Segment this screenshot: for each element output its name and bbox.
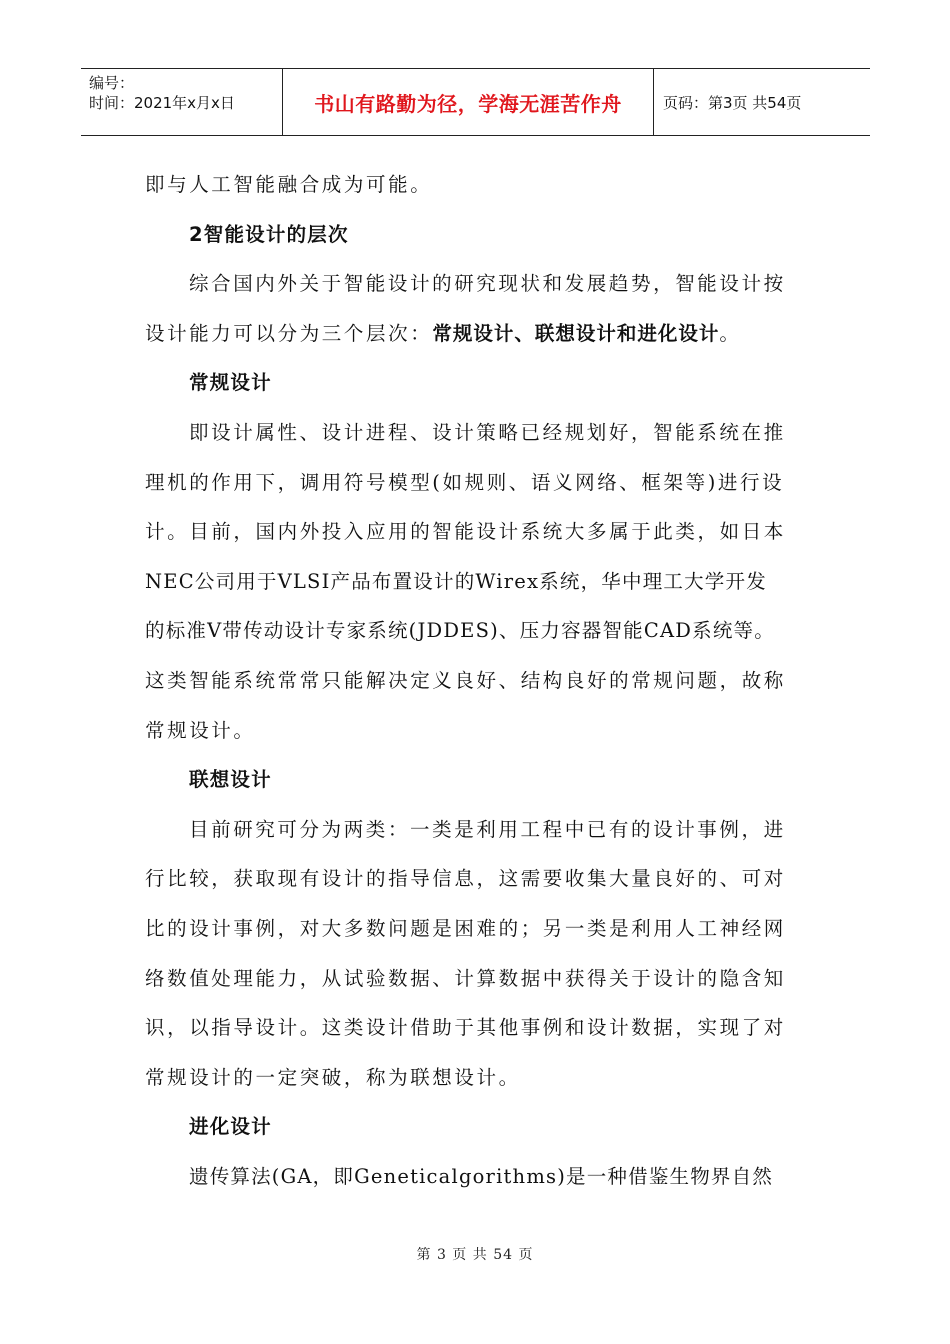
paragraph-line: 这类智能系统常常只能解决定义良好、结构良好的常规问题，故称 — [145, 668, 786, 692]
paragraph-line: 目前研究可分为两类：一类是利用工程中已有的设计事例，进 — [189, 817, 786, 841]
paragraph-line — [145, 309, 807, 359]
section-heading-regular-design: 常规设计 — [189, 371, 272, 395]
paragraph-text: 设计能力可以分为三个层次： — [145, 321, 433, 345]
paragraph-line: 常规设计的一定突破，称为联想设计。 — [145, 1065, 521, 1089]
header-page-info: 页码：第3页 共54页 — [663, 93, 802, 112]
page-header — [81, 68, 870, 136]
paragraph-line: 的标准V带传动设计专家系统(JDDES)、压力容器智能CAD系统等。 — [145, 619, 775, 643]
document-body — [145, 160, 807, 1201]
section-heading-associative-design: 联想设计 — [189, 768, 272, 792]
paragraph-line: 理机的作用下，调用符号模型(如规则、语义网络、框架等)进行设 — [145, 470, 785, 494]
header-motto: 书山有路勤为径，学海无涯苦作舟 — [283, 69, 654, 135]
document-number-label: 编号： — [89, 74, 135, 92]
paragraph-line: 络数值处理能力，从试验数据、计算数据中获得关于设计的隐含知 — [145, 966, 786, 990]
paragraph-line: 识，以指导设计。这类设计借助于其他事例和设计数据，实现了对 — [145, 1016, 786, 1040]
paragraph-line: 常规设计。 — [145, 718, 256, 742]
paragraph-line: NEC公司用于VLSI产品布置设计的Wirex系统，华中理工大学开发 — [145, 569, 767, 593]
emphasized-text: 常规设计、联想设计和进化设计 — [432, 321, 720, 345]
paragraph-text: 。 — [719, 321, 742, 345]
paragraph-line: 比的设计事例，对大多数问题是困难的；另一类是利用人工神经网 — [145, 916, 786, 940]
paragraph-line: 计。目前，国内外投入应用的智能设计系统大多属于此类，如日本 — [145, 520, 786, 544]
section-heading-levels: 2智能设计的层次 — [189, 222, 349, 246]
paragraph-line: 遗传算法(GA，即Geneticalgorithms)是一种借鉴生物界自然 — [189, 1164, 774, 1188]
header-meta-cell — [81, 69, 283, 135]
page-footer: 第 3 页 共 54 页 — [416, 1247, 534, 1263]
paragraph-line: 即与人工智能融合成为可能。 — [145, 173, 433, 196]
section-heading-evolution-design: 进化设计 — [189, 1115, 272, 1139]
paragraph-line: 综合国内外关于智能设计的研究现状和发展趋势，智能设计按 — [189, 272, 786, 296]
paragraph-line: 即设计属性、设计进程、设计策略已经规划好，智能系统在推 — [189, 420, 786, 444]
paragraph-line: 行比较，获取现有设计的指导信息，这需要收集大量良好的、可对 — [145, 867, 786, 891]
document-time-label: 时间：2021年x月x日 — [89, 94, 235, 112]
